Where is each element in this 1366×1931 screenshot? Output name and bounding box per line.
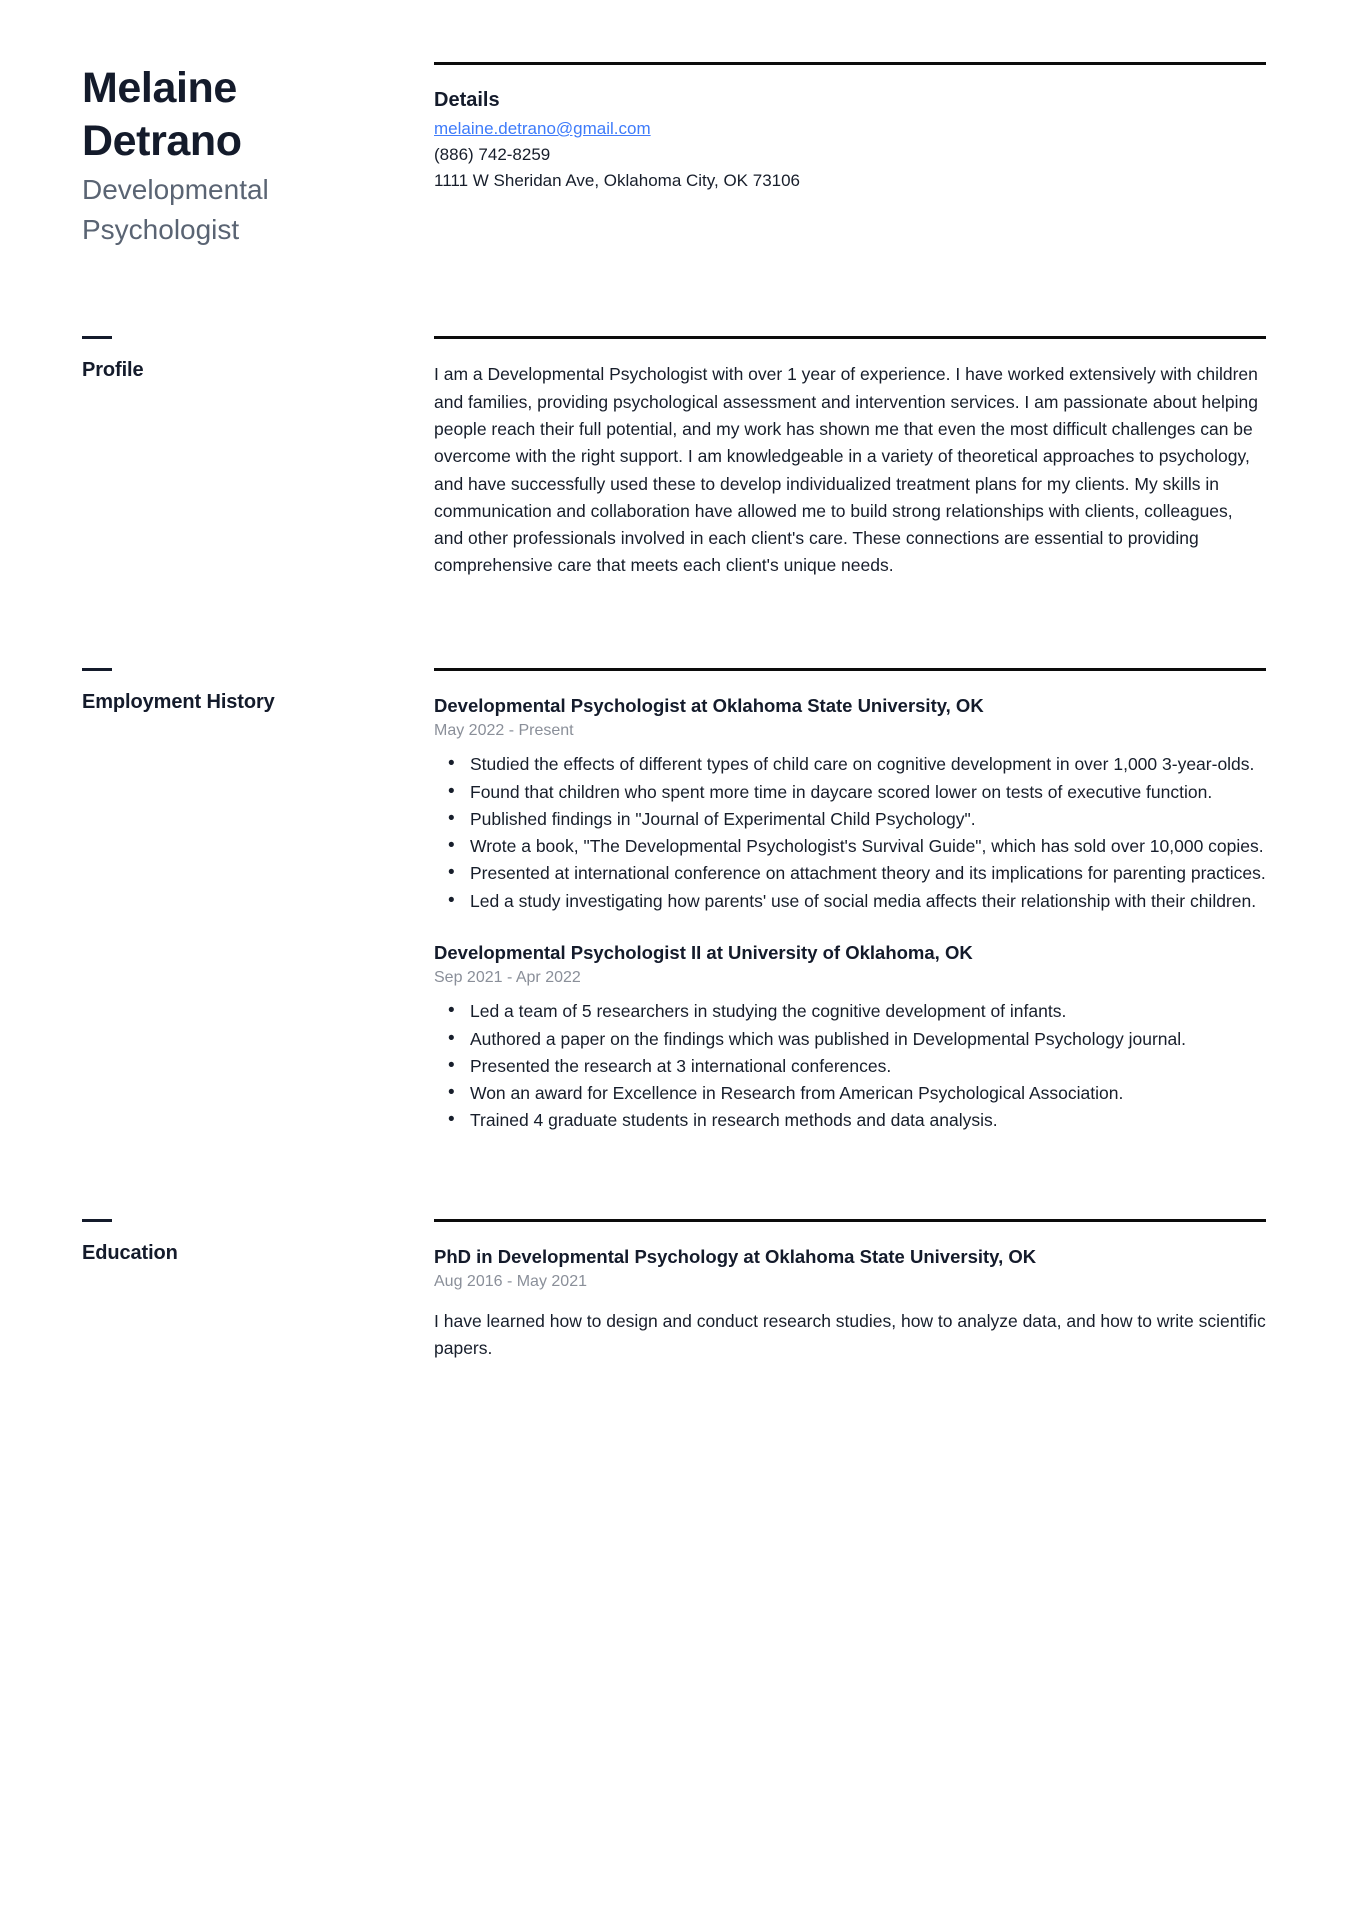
list-item: • Published findings in "Journal of Experimental Child Psychology". (468, 806, 1266, 832)
education-entry (434, 1244, 1266, 1363)
employment-row (82, 668, 1266, 1135)
header-row (82, 62, 1266, 250)
entry-description: I have learned how to design and conduct research studies, how to analyze data, and how to write scientific papers. (434, 1311, 1266, 1359)
email-link[interactable]: melaine.detrano@gmail.com (434, 119, 651, 138)
dash-marker-icon (82, 336, 112, 339)
list-item: • Presented the research at 3 international conferences. (468, 1053, 1266, 1079)
employment-sidebar (82, 668, 434, 715)
details-body (434, 65, 1266, 193)
job-title (82, 170, 416, 251)
sidebar-label-profile: Profile (82, 359, 144, 382)
profile-body (434, 339, 1266, 579)
page-title (82, 62, 416, 168)
profile-sidebar (82, 336, 434, 383)
address: 1111 W Sheridan Ave, Oklahoma City, OK 73106 (434, 170, 801, 190)
entry-bullet-list (434, 751, 1266, 914)
phone-number: (886) 742-8259 (434, 144, 551, 164)
entry-date: Sep 2021 - Apr 2022 (434, 969, 581, 987)
entry-title: Developmental Psychologist at Oklahoma State University, OK (434, 694, 984, 716)
list-item: • Led a study investigating how parents' use of social media affects their relationship with their children. (468, 888, 1266, 914)
list-item: • Found that children who spent more time in daycare scored lower on tests of executive function. (468, 779, 1266, 805)
profile-row (82, 336, 1266, 579)
list-item: • Authored a paper on the findings which was published in Developmental Psychology journal. (468, 1026, 1266, 1052)
employment-block (434, 668, 1266, 1135)
first-name: Melaine (82, 64, 237, 112)
education-body (434, 1222, 1266, 1363)
education-row (82, 1219, 1266, 1363)
list-item: • Wrote a book, "The Developmental Psychologist's Survival Guide", which has sold over 10,000 copies. (468, 833, 1266, 859)
profile-block (434, 336, 1266, 579)
dash-marker-icon (82, 1219, 112, 1222)
entry-date: Aug 2016 - May 2021 (434, 1273, 587, 1291)
spacer (82, 580, 1266, 668)
entry-title: PhD in Developmental Psychology at Oklahoma State University, OK (434, 1245, 1037, 1267)
sidebar-label-employment: Employment History (82, 690, 275, 713)
sidebar-section-profile (82, 336, 416, 383)
list-item: • Presented at international conference on attachment theory and its implications for parenting practices. (468, 860, 1266, 886)
sidebar-section-education (82, 1219, 416, 1266)
details-heading: Details (434, 89, 500, 111)
employment-entry (434, 693, 1266, 914)
sidebar-label-education: Education (82, 1241, 178, 1264)
header-identity (82, 62, 434, 250)
employment-body (434, 671, 1266, 1134)
sidebar-section-employment (82, 668, 416, 715)
job-title-line-2: Psychologist (82, 214, 240, 246)
list-item: • Won an award for Excellence in Research from American Psychological Association. (468, 1080, 1266, 1106)
details-email-row (434, 116, 1266, 142)
spacer (82, 250, 1266, 336)
education-sidebar (82, 1219, 434, 1266)
profile-text: I am a Developmental Psychologist with over 1 year of experience. I have worked extensively with children and families, providing psychological assessment and intervention services. I am passionate about helping people reach their full potential, and my work has shown me that even the most difficult challenges can be overcome with the right support. I am knowledgeable in a variety of theoretical approaches to psychology, and have successfully used these to develop individualized treatment plans for my clients. My skills in communication and collaboration have allowed me to build strong relationships with clients, colleagues, and other professionals involved in each client's care. These connections are essential to providing comprehensive care that meets each client's unique needs. (434, 364, 1258, 576)
list-item: • Led a team of 5 researchers in studying the cognitive development of infants. (468, 998, 1266, 1024)
entry-bullet-list (434, 998, 1266, 1133)
entry-date: May 2022 - Present (434, 722, 574, 740)
spacer (82, 1135, 1266, 1219)
education-block (434, 1219, 1266, 1363)
dash-marker-icon (82, 668, 112, 671)
details-block (434, 62, 1266, 193)
list-item: • Trained 4 graduate students in research methods and data analysis. (468, 1107, 1266, 1133)
job-title-line-1: Developmental (82, 173, 269, 205)
last-name: Detrano (82, 116, 242, 165)
employment-entry (434, 940, 1266, 1134)
list-item: • Studied the effects of different types of child care on cognitive development in over 1,000 3-year-olds. (468, 751, 1266, 777)
entry-title: Developmental Psychologist II at University of Oklahoma, OK (434, 941, 973, 963)
